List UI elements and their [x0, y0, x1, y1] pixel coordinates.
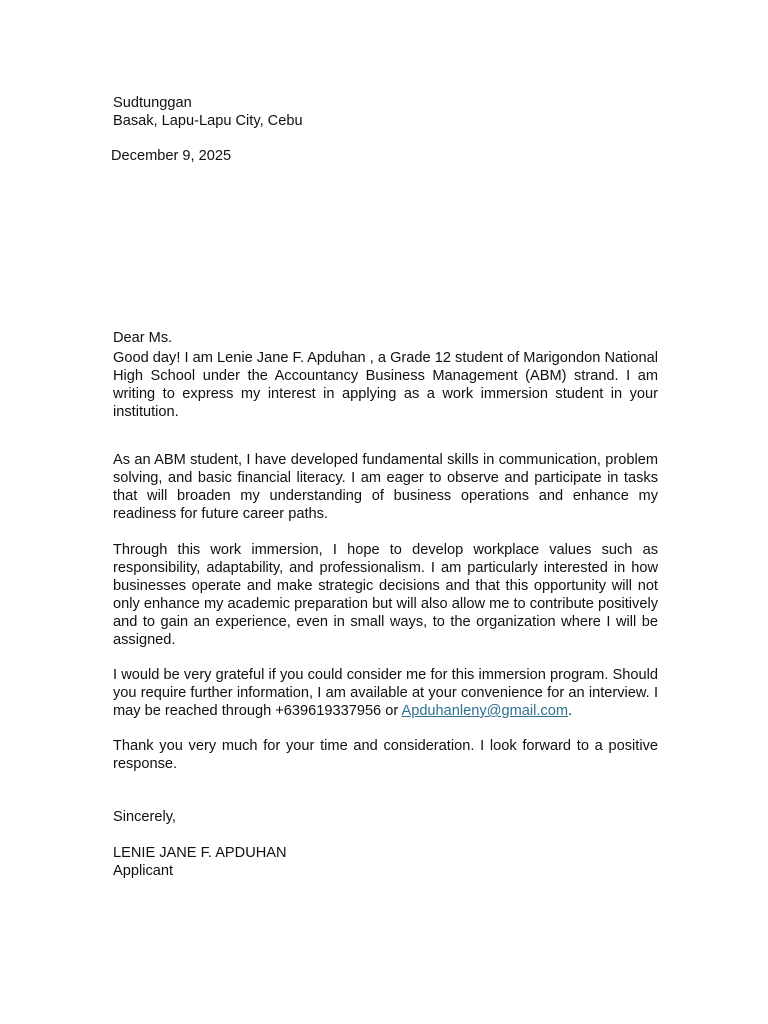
- paragraph-contact-end: .: [568, 703, 573, 719]
- paragraph-contact-lead: I would be very grateful if you could consider me for this immersion program. Should you require further information, I am available at your convenience for an interview. I may be reached through +639619337956 or: [113, 667, 658, 719]
- paragraph-thanks-text: Thank you very much for your time and consideration. I look forward to a positive response.: [113, 738, 658, 772]
- paragraph-goals-text: Through this work immersion, I hope to develop workplace values such as responsibility, adaptability, and professionalism. I am particularly interested in how businesses operate and make strategic decisions and that this opportunity will not only enhance my academic preparation but will also allow me to contribute positively and to gain an experience, even in small ways, to the organization where I will be assigned.: [113, 542, 658, 648]
- salutation: Dear Ms.: [113, 330, 173, 346]
- paragraph-skills-text: As an ABM student, I have developed fundamental skills in communication, problem solving, and basic financial literacy. I am eager to observe and participate in tasks that will broaden my understanding of business operations and enhance my readiness for future career paths.: [113, 452, 658, 522]
- email-link[interactable]: Apduhanleny@gmail.com: [401, 703, 568, 719]
- paragraph-thanks: [113, 737, 658, 773]
- paragraph-intro: [113, 349, 658, 421]
- signature-name: LENIE JANE F. APDUHAN: [113, 845, 287, 861]
- letter-date: December 9, 2025: [111, 148, 232, 164]
- address-line-1: Sudtunggan: [113, 95, 192, 111]
- signature-role: Applicant: [113, 863, 174, 879]
- paragraph-contact: [113, 666, 658, 720]
- closing: Sincerely,: [113, 809, 176, 825]
- address-line-2: Basak, Lapu-Lapu City, Cebu: [113, 113, 303, 129]
- paragraph-skills: [113, 451, 658, 523]
- paragraph-goals: [113, 541, 658, 649]
- paragraph-intro-text: Good day! I am Lenie Jane F. Apduhan , a Grade 12 student of Marigondon National High School under the Accountancy Business Management (ABM) strand. I am writing to express my interest in applying as a work immersion student in your institution.: [113, 350, 658, 420]
- paragraph-contact-text: [113, 666, 658, 720]
